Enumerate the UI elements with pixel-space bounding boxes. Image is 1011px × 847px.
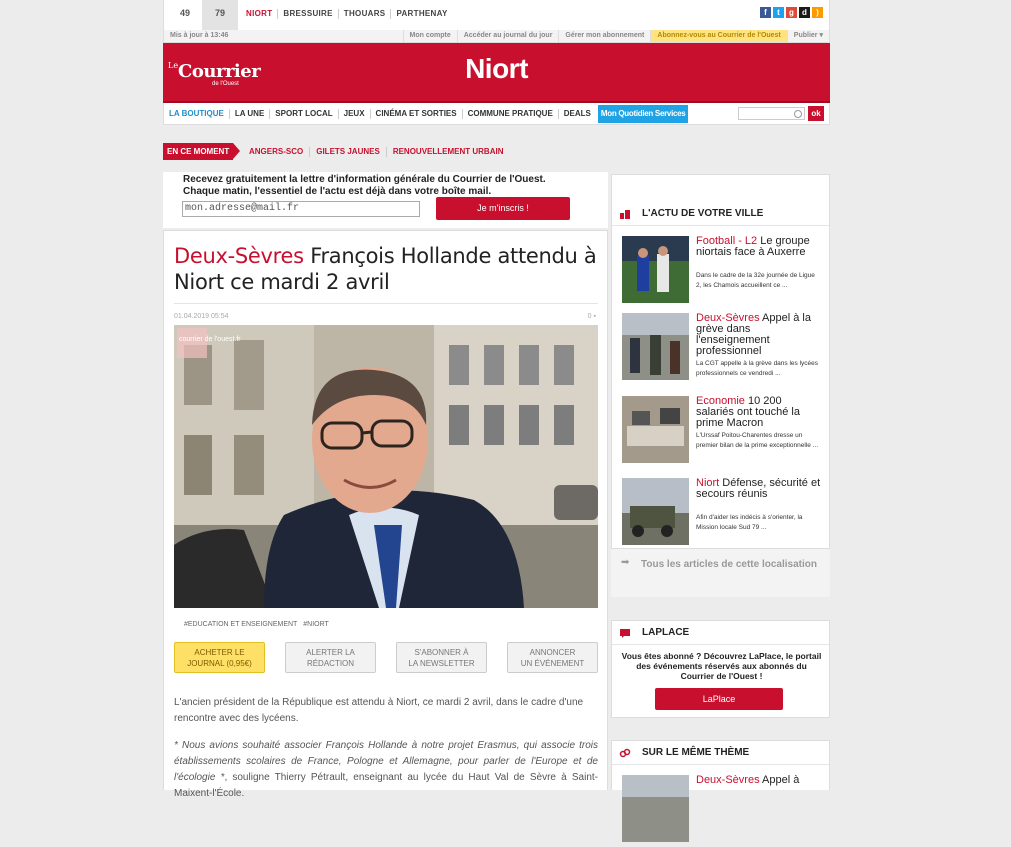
town-links	[241, 9, 453, 19]
dept-49-tab[interactable]: 49	[179, 8, 190, 18]
article-title	[174, 243, 604, 295]
office-photo	[622, 396, 689, 463]
news-thumbnail	[622, 236, 689, 303]
chevron-down-icon: ▾	[819, 32, 823, 39]
nav-item-boutique[interactable]: LA BOUTIQUE	[164, 109, 230, 119]
building-icon	[620, 210, 630, 219]
news-title	[696, 236, 822, 258]
divider	[174, 303, 598, 304]
alert-newsroom-button[interactable]	[285, 642, 376, 673]
article-quote-attribution: , souligne Thierry Pétrault, enseignant au lycée du Haut Val de Sèvre à Saint-Maixent-l'École.	[174, 772, 598, 799]
news-title	[696, 478, 822, 500]
news-category: Niort	[696, 477, 720, 489]
top-bar	[163, 0, 830, 30]
trending-label: EN CE MOMENT	[163, 143, 233, 160]
news-thumbnail	[622, 775, 689, 842]
all-articles-link[interactable]	[611, 549, 830, 597]
military-photo	[622, 478, 689, 545]
email-field[interactable]: mon.adresse@mail.fr	[182, 201, 420, 217]
news-item[interactable]	[622, 775, 822, 843]
button-line: UN ÉVÉNEMENT	[520, 659, 585, 668]
button-line: ANNONCER	[529, 648, 576, 657]
news-thumbnail	[622, 478, 689, 545]
news-category: Deux-Sèvres	[696, 774, 760, 786]
article-headline: François Hollande attendu à Niort ce mardi 2 avril	[174, 244, 597, 294]
tag-link[interactable]: #EDUCATION ET ENSEIGNEMENT	[184, 621, 298, 628]
news-summary: La CGT appelle à la grève dans les lycées professionnels ce vendredi ...	[696, 360, 819, 377]
subscribe-link[interactable]: Abonnez-vous au Courrier de l'Ouest	[650, 30, 786, 42]
newsletter-text	[183, 174, 546, 198]
publish-label: Publier	[793, 32, 818, 39]
city-news-header	[612, 202, 829, 226]
social-links	[760, 7, 823, 18]
daily-paper-link[interactable]: Accéder au journal du jour	[457, 30, 559, 42]
news-summary: L'Urssaf Poitou-Charentes dresse un premier bilan de la prime exceptionnelle ...	[696, 432, 819, 449]
news-title	[696, 775, 822, 786]
news-summary: Afin d'aider les indécis à s'orienter, la Mission locale Sud 79 ...	[696, 514, 803, 531]
news-item[interactable]	[622, 236, 822, 304]
article-tags	[184, 621, 333, 628]
article-paragraph	[174, 738, 598, 802]
logo-main: Courrier	[178, 61, 261, 82]
city-title: Niort	[465, 53, 528, 84]
laplace-title: LAPLACE	[642, 627, 690, 638]
news-thumbnail	[622, 313, 689, 380]
news-headline: Appel à la grève dans l'enseignement professionnel	[696, 312, 811, 357]
town-link-parthenay[interactable]: PARTHENAY	[396, 9, 448, 18]
town-link-thouars[interactable]: THOUARS	[339, 9, 392, 19]
dailymotion-icon[interactable]: d	[799, 7, 810, 18]
search-ok-button[interactable]: ok	[808, 106, 824, 121]
publish-dropdown[interactable]	[787, 30, 829, 42]
trending-topic[interactable]: ANGERS-SCO	[243, 147, 310, 157]
article-date: 01.04.2019 05:54	[174, 313, 229, 320]
button-line: ACHETER LE	[194, 648, 245, 657]
link-icon	[620, 749, 630, 758]
news-summary: Dans le cadre de la 32e journée de Ligue 2, les Chamois accueillent ce ...	[696, 272, 815, 289]
nav-item-jeux[interactable]: JEUX	[339, 109, 371, 119]
trending-topic[interactable]: RENOUVELLEMENT URBAIN	[392, 147, 504, 156]
twitter-icon[interactable]: t	[773, 7, 784, 18]
nav-item-cinema[interactable]: CINÉMA ET SORTIES	[371, 109, 463, 119]
my-account-link[interactable]: Mon compte	[403, 30, 457, 42]
header-banner	[163, 43, 830, 103]
search-input[interactable]	[738, 107, 805, 120]
announce-event-button[interactable]	[507, 642, 598, 673]
button-line: ALERTER LA	[306, 648, 355, 657]
news-item[interactable]	[622, 313, 822, 381]
laplace-text: Vous êtes abonné ? Découvrez LaPlace, le portail des événements réservés aux abonnés du Courrier de l'Ouest !	[621, 651, 822, 681]
news-headline: Défense, sécurité et secours réunis	[696, 477, 821, 500]
town-link-niort[interactable]: NIORT	[241, 9, 278, 19]
comment-icon: ▪	[593, 313, 596, 320]
laplace-panel	[611, 620, 830, 718]
update-time: Mis à jour à 13:46	[170, 32, 229, 39]
laplace-header	[612, 621, 829, 645]
chat-icon	[620, 629, 630, 638]
city-news-title: L'ACTU DE VOTRE VILLE	[642, 208, 764, 219]
city-news-panel	[611, 174, 830, 549]
news-category: Deux-Sèvres	[696, 312, 760, 324]
logo-sub: de l'Ouest	[212, 81, 239, 87]
news-headline: Le groupe niortais face à Auxerre	[696, 235, 810, 258]
strike-photo	[622, 313, 689, 380]
nav-item-la-une[interactable]: LA UNE	[230, 109, 270, 119]
comments-number: 0	[587, 313, 592, 320]
hollande-photo	[174, 325, 598, 608]
newsletter-line-2: Chaque matin, l'essentiel de l'actu est déjà dans votre boîte mail.	[183, 186, 492, 197]
same-theme-header	[612, 741, 829, 765]
trending-topic[interactable]: GILETS JAUNES	[310, 147, 387, 157]
buy-newspaper-button[interactable]	[174, 642, 265, 673]
logo-le: Le	[168, 61, 179, 70]
newsletter-signup	[163, 172, 608, 228]
news-title	[696, 313, 822, 357]
article-photo[interactable]	[174, 325, 598, 608]
news-headline: 10 200 salariés ont touché la prime Macron	[696, 395, 800, 429]
trending-bar	[163, 143, 830, 160]
news-category: Economie	[696, 395, 745, 407]
dept-79-tab[interactable]: 79	[202, 0, 238, 30]
comments-count[interactable]	[588, 313, 596, 320]
news-headline: Appel à	[762, 774, 800, 786]
article-paragraph: L'ancien président de la République est attendu à Niort, ce mardi 2 avril, dans le cadre d'une rencontre avec des lycéens.	[174, 697, 584, 724]
article-category[interactable]: Deux-Sèvres	[174, 244, 304, 268]
newsletter-button[interactable]	[396, 642, 487, 673]
search-icon	[794, 110, 802, 118]
article-quote: * Nous avions souhaité associer François Hollande à notre projet Erasmus, qui associe trois établissements scolaires de France, Pologne et Allemagne, pour parler de l'Europe et de l'écologie *	[174, 740, 598, 783]
newsletter-line-1: Recevez gratuitement la lettre d'information générale du Courrier de l'Ouest.	[183, 174, 546, 185]
nav-item-deals[interactable]: DEALS	[563, 109, 591, 118]
main-nav	[163, 103, 830, 125]
tag-link[interactable]: #NIORT	[303, 621, 329, 628]
laplace-button[interactable]: LaPlace	[655, 688, 783, 710]
news-item[interactable]	[622, 478, 822, 546]
arrow-right-icon: ➡	[621, 557, 630, 568]
photo-watermark: courrier de l'ouest.fr	[179, 336, 241, 343]
nav-item-commune[interactable]: COMMUNE PRATIQUE	[463, 109, 559, 119]
facebook-icon[interactable]: f	[760, 7, 771, 18]
same-theme-title: SUR LE MÊME THÈME	[642, 747, 750, 758]
subscribe-newsletter-button[interactable]: Je m'inscris !	[436, 197, 570, 220]
town-link-bressuire[interactable]: BRESSUIRE	[278, 9, 338, 19]
button-line: LA NEWSLETTER	[408, 659, 475, 668]
rss-icon[interactable]: )	[812, 7, 823, 18]
googleplus-icon[interactable]: g	[786, 7, 797, 18]
football-photo	[622, 236, 689, 303]
news-title	[696, 396, 822, 429]
nav-item-services[interactable]: Mon Quotidien Services	[598, 105, 689, 123]
account-links	[403, 30, 830, 42]
button-line: S'ABONNER À	[414, 648, 469, 657]
same-theme-panel	[611, 740, 830, 790]
all-articles-label: Tous les articles de cette localisation	[641, 559, 817, 570]
news-category: Football - L2	[696, 235, 758, 247]
manage-subscription-link[interactable]: Gérer mon abonnement	[558, 30, 650, 42]
news-item[interactable]	[622, 396, 822, 464]
button-line: RÉDACTION	[306, 659, 355, 668]
news-thumbnail	[622, 396, 689, 463]
strike-photo	[622, 775, 689, 842]
nav-item-sport-local[interactable]: SPORT LOCAL	[270, 109, 338, 119]
update-bar	[163, 30, 830, 43]
button-line: JOURNAL (0,95€)	[187, 659, 252, 668]
article	[163, 230, 608, 799]
